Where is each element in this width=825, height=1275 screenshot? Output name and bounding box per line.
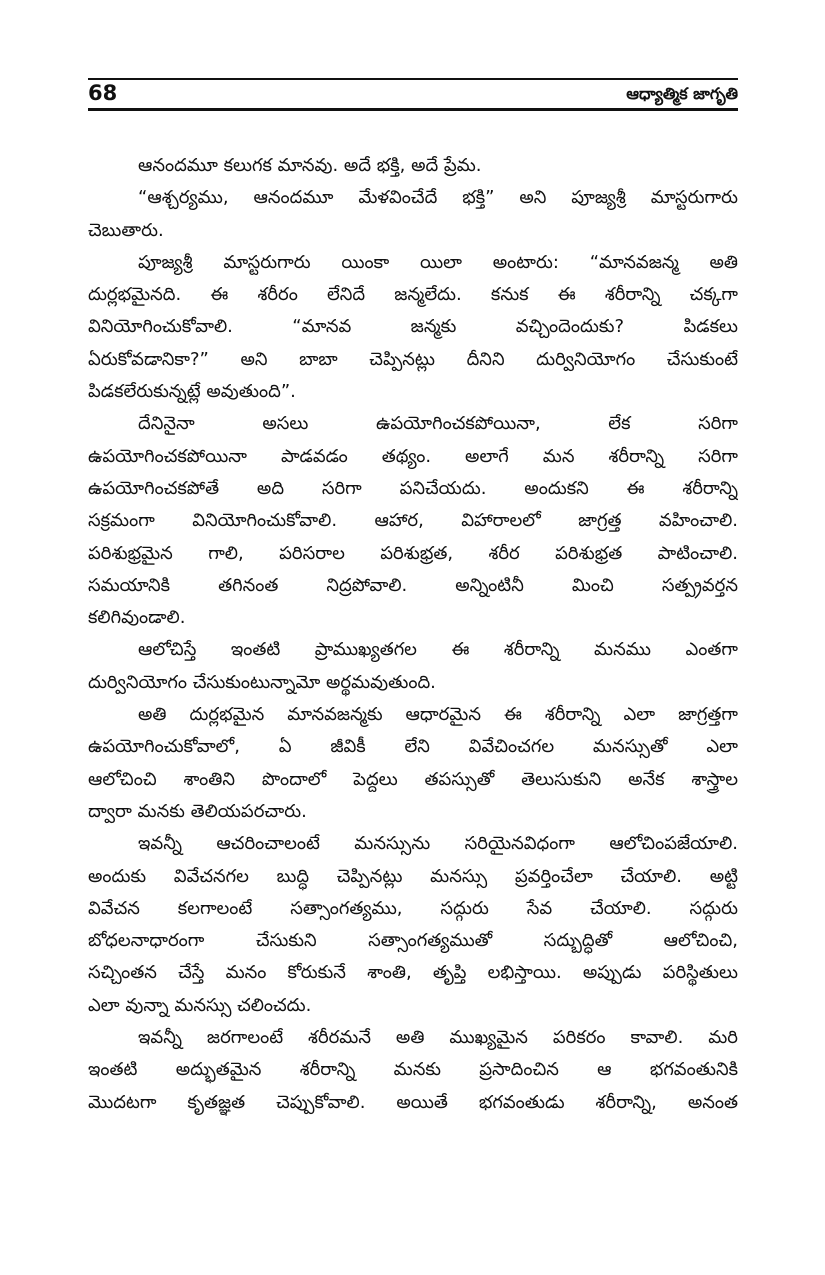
running-title: ఆధ్యాత్మిక జాగృతి xyxy=(626,84,738,103)
text-line: ఉపయోగించుకోవాలో, ఏ జీవికీ లేని వివేచించగల మనస్సుతో ఎలా xyxy=(88,736,738,758)
text-line: “ఆశ్చర్యము, ఆనందమూ మేళవించేదే భక్తి” అని పూజ్యశ్రీ మాస్టరుగారు xyxy=(138,187,738,209)
text-line: బోధలనాధారంగా చేసుకుని సత్సాంగత్యముతో సద్బుద్ధితో ఆలోచించి, xyxy=(88,930,738,952)
text-line: చెబుతారు. xyxy=(88,219,164,241)
text-line: ఎలా వున్నా మనస్సు చలించదు. xyxy=(88,994,312,1016)
text-line: పూజ్యశ్రీ మాస్టరుగారు యింకా యిలా అంటారు: “మానవజన్మ అతి xyxy=(138,251,738,273)
text-line: అందుకు వివేచనగల బుద్ధి చెప్పినట్లు మనస్సు ప్రవర్తించేలా చేయాలి. అట్టి xyxy=(88,865,738,887)
text-line: కలిగివుండాలి. xyxy=(88,607,186,629)
text-line: వివేచన కలగాలంటే సత్సాంగత్యము, సద్గురు సేవ చేయాలి. సద్గురు xyxy=(88,897,738,919)
body-text xyxy=(88,150,738,1119)
text-line: సమయానికి తగినంత నిద్రపోవాలి. అన్నింటినీ మించి సత్ప్రవర్తన xyxy=(88,574,738,596)
paragraph xyxy=(88,150,738,182)
text-line: దుర్వినియోగం చేసుకుంటున్నామో అర్థమవుతుంది. xyxy=(88,671,436,693)
text-line: ఆలోచించి శాంతిని పొందాలో పెద్దలు తపస్సుతో తెలుసుకుని అనేక శాస్త్రాల xyxy=(88,768,738,790)
text-line: ఇవన్నీ జరగాలంటే శరీరమనే అతి ముఖ్యమైన పరికరం కావాలి. మరి xyxy=(138,1027,738,1049)
text-line: ఉపయోగించకపోతే అది సరిగా పనిచేయదు. అందుకని ఈ శరీరాన్ని xyxy=(88,477,738,499)
page-number: 68 xyxy=(88,81,118,105)
text-line: దుర్లభమైనది. ఈ శరీరం లేనిదే జన్మలేదు. కనుక ఈ శరీరాన్ని చక్కగా xyxy=(88,284,738,306)
header-bottom-rule xyxy=(88,108,738,111)
text-line: ద్వారా మనకు తెలియపరచారు. xyxy=(88,800,307,822)
page-header xyxy=(88,78,738,112)
paragraph xyxy=(88,634,738,699)
text-line: ఆనందమూ కలుగక మానవు. అదే భక్తి, అదే ప్రేమ. xyxy=(138,155,482,176)
text-line: ఇవన్నీ ఆచరించాలంటే మనస్సును సరియైనవిధంగా ఆలోచింపజేయాలి. xyxy=(138,833,738,855)
paragraph xyxy=(88,699,738,828)
paragraph xyxy=(88,247,738,408)
text-line: సక్రమంగా వినియోగించుకోవాలి. ఆహార, విహారాలలో జాగ్రత్త వహించాలి. xyxy=(88,510,738,532)
paragraph xyxy=(88,1022,738,1119)
paragraph xyxy=(88,182,738,247)
text-line: పరిశుభ్రమైన గాలి, పరిసరాల పరిశుభ్రత, శరీర పరిశుభ్రత పాటించాలి. xyxy=(88,542,738,564)
text-line: ఇంతటి అద్భుతమైన శరీరాన్ని మనకు ప్రసాదించిన ఆ భగవంతునికి xyxy=(88,1059,738,1081)
text-line: ఏరుకోవడానికా?” అని బాబా చెప్పినట్లు దీనిని దుర్వినియోగం చేసుకుంటే xyxy=(88,348,738,370)
text-line: మొదటగా కృతజ్ఞత చెప్పుకోవాలి. అయితే భగవంతుడు శరీరాన్ని, అనంత xyxy=(88,1091,738,1113)
text-line: ఉపయోగించకపోయినా పాడవడం తథ్యం. అలాగే మన శరీరాన్ని సరిగా xyxy=(88,445,738,467)
text-line: దేనినైనా అసలు ఉపయోగించకపోయినా, లేక సరిగా xyxy=(138,413,738,435)
text-line: వినియోగించుకోవాలి. “మానవ జన్మకు వచ్చిందెందుకు? పిడకలు xyxy=(88,316,738,338)
text-line: ఆలోచిస్తే ఇంతటి ప్రాముఖ్యతగల ఈ శరీరాన్ని మనము ఎంతగా xyxy=(138,639,738,661)
paragraph xyxy=(88,408,738,634)
header-top-rule xyxy=(88,78,738,80)
text-line: అతి దుర్లభమైన మానవజన్మకు ఆధారమైన ఈ శరీరాన్ని ఎలా జాగ్రత్తగా xyxy=(138,704,738,726)
paragraph xyxy=(88,828,738,1022)
text-line: పిడకలేరుకున్నట్లే అవుతుంది”. xyxy=(88,381,296,403)
text-line: సచ్చింతన చేస్తే మనం కోరుకునే శాంతి, తృప్తి లభిస్తాయి. అప్పుడు పరిస్థితులు xyxy=(88,962,738,984)
